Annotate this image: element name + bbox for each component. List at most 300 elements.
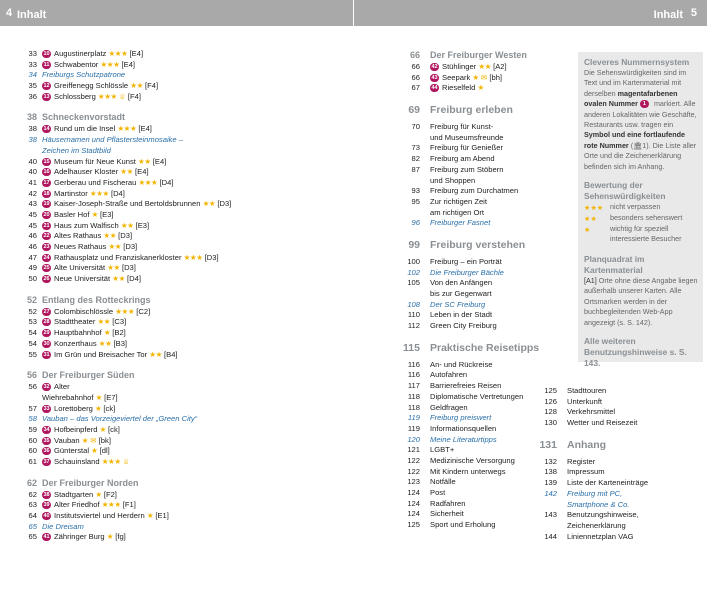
- entry-label: Benutzungshinweise,: [567, 510, 639, 520]
- sight-number-badge: 22: [43, 233, 50, 240]
- sidebar-text-part: Die Sehenswürdigkeiten sind im Text und im Kartenmaterial mit derselben: [584, 68, 687, 98]
- rating-stars: ★: [146, 511, 154, 521]
- entry-text: [42, 511, 169, 522]
- entry-label: Rathausplatz und Franziskanerkloster: [54, 252, 182, 262]
- map-grid-reference: [E3]: [135, 220, 150, 230]
- entry-text: [42, 500, 136, 511]
- legend-row: [584, 202, 698, 213]
- sight-row: [20, 446, 260, 457]
- entry-text: [42, 49, 143, 60]
- sidebar-heading-numbering: Cleveres Nummernsystem: [584, 57, 690, 67]
- page-number: 43: [28, 199, 37, 209]
- sidebar-heading-rating: Bewertung der Sehenswürdigkeiten: [584, 180, 666, 202]
- chapter-heading: [527, 437, 687, 453]
- page-number: 60: [28, 435, 37, 445]
- toc-row: [390, 289, 540, 300]
- toc-row: [527, 407, 687, 418]
- sight-row: [20, 532, 260, 543]
- map-grid-reference: [F2]: [103, 489, 117, 499]
- entry-label: Schauinsland: [54, 457, 100, 466]
- legend-text: wichtig für speziell interessierte Besucher: [610, 224, 682, 244]
- rating-stars: ★★★: [101, 457, 121, 466]
- legend-text: besonders sehenswert: [610, 213, 683, 223]
- page-number: 99: [408, 238, 420, 251]
- map-grid-reference: [E4]: [152, 156, 167, 166]
- sight-number-badge: 21: [43, 222, 50, 229]
- map-grid-reference: [D4]: [127, 274, 141, 284]
- sight-number-badge: 16: [43, 169, 50, 176]
- entry-label: Stühlinger: [442, 62, 477, 71]
- entry-label: Zur richtigen Zeit: [430, 196, 487, 206]
- section-heading: [20, 476, 260, 490]
- page-number: 105: [407, 278, 420, 288]
- sight-number-badge: 25: [43, 265, 50, 272]
- section-heading: [20, 293, 260, 307]
- page-number: 112: [407, 321, 420, 331]
- entry-label: Schlossberg: [54, 91, 96, 101]
- page-number: 42: [28, 188, 37, 198]
- toc-row: [527, 457, 687, 468]
- sight-number-badge: 36: [43, 448, 50, 455]
- entry-label: Notfälle: [430, 477, 456, 487]
- sight-number-badge: 18: [43, 190, 50, 197]
- entry-text: [42, 60, 135, 71]
- map-grid-reference: [D3]: [123, 242, 138, 251]
- toc-row: [390, 310, 540, 321]
- entry-label: Seepark: [442, 72, 471, 82]
- entry-text: [430, 268, 504, 279]
- rating-stars: ★: [103, 328, 111, 338]
- rating-stars: ★: [99, 424, 106, 434]
- entry-label: Die Freiburger Bächle: [430, 267, 504, 277]
- entry-text: [567, 467, 605, 478]
- entry-label: Museum für Neue Kunst: [54, 156, 136, 166]
- entry-label: Post: [430, 488, 446, 497]
- page-number: 53: [28, 317, 37, 327]
- map-grid-reference: [D3]: [121, 263, 136, 273]
- page-number: 38: [28, 135, 37, 145]
- sight-row: [20, 307, 260, 318]
- toc-row: [527, 418, 687, 429]
- feature-icon: ♕: [122, 457, 130, 466]
- page-number: 57: [28, 403, 37, 413]
- sight-row: [20, 199, 260, 210]
- toc-row: [390, 467, 540, 478]
- sight-row: [20, 221, 260, 232]
- entry-text: [567, 478, 648, 489]
- sight-number-badge: 39: [43, 502, 50, 509]
- entry-label: Meine Literaturtipps: [430, 434, 497, 444]
- entry-text: [567, 489, 622, 500]
- chapter-title: Praktische Reisetipps: [430, 341, 540, 354]
- sight-number-badge: 19: [43, 201, 50, 208]
- sight-row: [20, 393, 260, 404]
- toc-row: [390, 403, 540, 414]
- toc-feature-row: [390, 300, 540, 311]
- spacer: [390, 229, 540, 237]
- entry-text: [42, 522, 84, 533]
- page-number: 122: [407, 466, 420, 476]
- rating-stars: ★: [81, 435, 89, 445]
- rating-stars: ★★: [97, 317, 111, 327]
- page-number: 124: [407, 509, 420, 519]
- page-number: 46: [28, 242, 37, 251]
- entry-label: Sport und Erholung: [430, 520, 496, 530]
- entry-text: [42, 490, 117, 501]
- entry-label: Gerberau und Fischerau: [54, 177, 137, 187]
- map-grid-reference: [D4]: [110, 188, 125, 198]
- entry-text: [430, 165, 503, 176]
- toc-row: [390, 509, 540, 520]
- entry-label: Vauban – das Vorzeigeviertel der „Green City“: [42, 414, 198, 424]
- toc-row: [390, 257, 540, 268]
- entry-text: [430, 467, 506, 478]
- entry-label: Green City Freiburg: [430, 321, 497, 331]
- page-number: 128: [544, 407, 557, 417]
- entry-label: Liniennetzplan VAG: [567, 531, 634, 541]
- entry-label: Liste der Karteneinträge: [567, 478, 649, 488]
- sight-row: [20, 157, 260, 168]
- section-title: Schneckenvorstadt: [42, 112, 126, 123]
- entry-text: [430, 520, 495, 531]
- spacer: [20, 468, 260, 476]
- toc-feature-row: [20, 146, 260, 157]
- rating-stars: ★★★: [138, 177, 158, 187]
- rating-stars: ★★: [584, 214, 597, 224]
- entry-text: [430, 176, 475, 187]
- page-number: 63: [28, 500, 37, 510]
- entry-label: Alter Friedhof: [54, 500, 100, 510]
- page-number: 82: [411, 154, 420, 164]
- entry-label: Rieselfeld: [442, 83, 476, 93]
- entry-label: Freiburg preiswert: [430, 413, 492, 423]
- map-grid-reference: [E4]: [138, 124, 152, 134]
- toc-row: [390, 445, 540, 456]
- map-grid-reference: [B2]: [112, 328, 126, 338]
- rating-stars: ★: [106, 532, 114, 542]
- entry-label: Augustinerplatz: [54, 49, 107, 58]
- sight-number-badge: 17: [43, 179, 50, 186]
- sight-row: [20, 425, 260, 436]
- page-number: 124: [407, 488, 420, 497]
- entry-label: Zeichen im Stadtbild: [42, 145, 111, 155]
- spacer: [390, 332, 540, 340]
- entry-label: Freiburg für Kunst-: [430, 122, 494, 132]
- entry-text: [430, 133, 503, 144]
- rating-stars: ★★: [478, 62, 491, 71]
- sight-row: [20, 317, 260, 328]
- sight-row: [20, 124, 260, 135]
- map-grid-reference: [F4]: [127, 91, 142, 101]
- entry-text: [567, 532, 634, 543]
- rating-stars: ★★: [130, 81, 143, 91]
- page-number: 54: [28, 328, 37, 338]
- info-sidebar: [578, 52, 703, 369]
- entry-text: [42, 81, 158, 92]
- toc-row: [390, 477, 540, 488]
- legend-row: [584, 213, 698, 224]
- toc-feature-row: [527, 500, 687, 511]
- entry-label: Medizinische Versorgung: [430, 455, 515, 465]
- map-grid-reference: [ck]: [103, 403, 116, 413]
- sidebar-text-part: Orte ohne diese Angabe liegen außerhalb unserer Karten. Alle Ortsmarken werden in der buchbegleitenden Web-App angezeigt (s. S. 142).: [584, 276, 698, 327]
- entry-text: [430, 435, 497, 446]
- header-bar-right: [354, 0, 707, 26]
- entry-text: [430, 509, 464, 520]
- page-number: 116: [407, 359, 420, 369]
- map-grid-reference: [E4]: [129, 49, 144, 58]
- entry-label: An- und Rückreise: [430, 359, 493, 369]
- sight-number-badge: 28: [43, 319, 50, 326]
- toc-feature-row: [390, 435, 540, 446]
- rating-stars: ★★: [202, 199, 216, 209]
- sight-number-badge: 35: [43, 437, 50, 444]
- toc-row: [390, 520, 540, 531]
- sight-number-badge: 15: [43, 158, 50, 165]
- entry-label: Smartphone & Co.: [567, 499, 630, 509]
- chapter-title: Freiburg verstehen: [430, 238, 526, 251]
- page-number: 64: [28, 511, 37, 521]
- page-number: 130: [544, 418, 557, 428]
- toc-column-2: [390, 48, 540, 531]
- page-number: 66: [409, 50, 420, 60]
- toc-row: [390, 424, 540, 435]
- entry-text: [42, 317, 126, 328]
- entry-label: Häusernamen und Pflastersteinmosaike –: [42, 135, 183, 145]
- sight-row: [20, 81, 260, 92]
- sight-row: [20, 328, 260, 339]
- entry-label: Lorettoberg: [54, 403, 93, 413]
- sight-number-badge: 26: [43, 276, 50, 283]
- rating-stars: ★: [477, 83, 484, 93]
- page-number: 40: [28, 167, 37, 177]
- entry-text: [430, 499, 465, 510]
- page-number: 122: [407, 455, 420, 465]
- toc-row: [390, 176, 540, 187]
- page-number: 138: [544, 467, 557, 477]
- page-number: 52: [26, 294, 37, 305]
- entry-label: Die Dreisam: [42, 521, 84, 531]
- entry-text: [42, 446, 110, 457]
- section-heading: [20, 368, 260, 382]
- toc-feature-row: [390, 413, 540, 424]
- sight-number-badge: 44: [431, 85, 438, 92]
- entry-text: [430, 83, 484, 94]
- entry-text: [567, 521, 626, 532]
- entry-text: [42, 532, 126, 543]
- sight-row: [20, 263, 260, 274]
- map-grid-reference: [bk]: [98, 435, 111, 445]
- page-number: 100: [407, 256, 420, 266]
- sight-number-badge: 10: [43, 51, 50, 57]
- page-number: 35: [28, 81, 37, 91]
- sidebar-text-numbering: [584, 68, 698, 172]
- spacer: [527, 429, 687, 437]
- chapter-heading: [390, 340, 540, 356]
- sidebar-text-bold: Symbol und eine fortlaufende rote Nummer: [584, 130, 686, 150]
- page-number: 144: [544, 531, 557, 541]
- page-number-left: 4: [6, 7, 13, 19]
- entry-text: [42, 124, 152, 135]
- entry-text: [42, 414, 197, 425]
- sight-number-badge: 37: [43, 459, 50, 465]
- entry-label: Freiburg zum Stöbern: [430, 164, 504, 174]
- sight-row: [20, 350, 260, 361]
- entry-text: [430, 360, 492, 371]
- entry-text: [42, 70, 125, 81]
- sight-number-badge: 1: [640, 100, 649, 108]
- rating-stars: ★: [95, 489, 102, 499]
- rating-stars: ★★: [120, 220, 134, 230]
- entry-text: [430, 143, 503, 154]
- entry-label: Haus zum Walfisch: [54, 220, 119, 230]
- sight-row: [20, 274, 260, 285]
- entry-text: [42, 393, 118, 404]
- feature-icon: ✉: [90, 435, 97, 445]
- entry-text: [42, 242, 137, 253]
- page-number: 123: [407, 477, 420, 487]
- page-number: 124: [407, 498, 420, 508]
- map-grid-reference: [D3]: [204, 252, 219, 262]
- chapter-title: Freiburg erleben: [430, 104, 513, 117]
- map-grid-reference: [E3]: [100, 209, 114, 219]
- page-number: 34: [28, 70, 37, 80]
- entry-label: Adelhauser Kloster: [54, 167, 119, 177]
- entry-text: [430, 403, 468, 414]
- entry-label: Neue Universität: [54, 274, 111, 284]
- legend-row: [584, 224, 698, 246]
- toc-row: [390, 370, 540, 381]
- entry-label: Der SC Freiburg: [430, 299, 486, 309]
- sidebar-text-grid: [584, 276, 698, 328]
- rating-stars: ★★: [138, 156, 151, 166]
- page-number: 116: [407, 370, 420, 380]
- entry-text: [430, 488, 445, 499]
- toc-row: [527, 478, 687, 489]
- entry-text: [42, 167, 149, 178]
- sight-row: [390, 62, 540, 73]
- entry-label: Greiffenegg Schlössle: [54, 81, 129, 91]
- entry-label: Zeichenerklärung: [567, 520, 626, 530]
- rating-stars: ★: [472, 72, 479, 82]
- entry-label: Sicherheit: [430, 509, 464, 519]
- spacer: [20, 360, 260, 368]
- sight-row: [20, 500, 260, 511]
- rating-stars: ★: [94, 403, 102, 413]
- sight-number-badge: 42: [431, 64, 438, 70]
- page-number: 36: [28, 91, 37, 101]
- entry-label: Neues Rathaus: [54, 242, 107, 251]
- sight-number-badge: 23: [43, 244, 50, 250]
- toc-row: [390, 392, 540, 403]
- sight-number-badge: 38: [43, 491, 50, 498]
- page-number: 60: [28, 446, 37, 456]
- toc-row: [390, 499, 540, 510]
- page-number: 56: [26, 370, 37, 381]
- rating-stars: ★★★: [89, 188, 109, 198]
- page-number: 70: [411, 122, 420, 132]
- entry-label: Leben in der Stadt: [430, 310, 493, 320]
- entry-label: Informationsquellen: [430, 423, 497, 433]
- rating-stars: ★: [91, 446, 98, 456]
- entry-text: [42, 263, 136, 274]
- page-number: 38: [26, 112, 37, 123]
- sight-number-badge: 40: [43, 513, 50, 520]
- entry-text: [42, 425, 120, 436]
- entry-text: [430, 186, 518, 197]
- entry-text: [42, 328, 126, 339]
- toc-row: [527, 397, 687, 408]
- entry-label: Freiburg – ein Porträt: [430, 256, 502, 266]
- entry-label: LGBT+: [430, 445, 455, 455]
- rating-stars: ★★★: [584, 203, 604, 213]
- entry-text: [42, 457, 130, 468]
- toc-feature-row: [390, 268, 540, 279]
- rating-stars: ★★: [107, 263, 120, 273]
- toc-row: [390, 381, 540, 392]
- toc-row: [390, 154, 540, 165]
- toc-row: [390, 143, 540, 154]
- toc-row: [390, 321, 540, 332]
- spacer: [20, 102, 260, 110]
- entry-text: [42, 199, 231, 210]
- entry-text: [430, 73, 502, 84]
- page-number: 65: [28, 521, 37, 531]
- grid-code-example: [A1]: [584, 276, 597, 286]
- page-number: 54: [28, 338, 37, 348]
- sight-number-badge: 31: [43, 351, 50, 358]
- entry-text: [430, 300, 485, 311]
- entry-label: Mit Kindern unterwegs: [430, 466, 506, 476]
- entry-label: Rund um die Insel: [54, 124, 116, 134]
- entry-label: Freiburg für Genießer: [430, 143, 504, 153]
- entry-text: [42, 307, 150, 318]
- rating-stars: ★★★: [100, 59, 120, 69]
- entry-text: [42, 92, 141, 103]
- entry-label: Von den Anfängen: [430, 278, 493, 288]
- chapter-title: Anhang: [567, 438, 607, 451]
- entry-label: Im Grün und Breisacher Tor: [54, 349, 148, 359]
- entry-text: [430, 381, 501, 392]
- toc-row: [527, 510, 687, 521]
- spacer: [390, 94, 540, 102]
- page-number: 62: [26, 477, 37, 488]
- entry-text: [42, 210, 114, 221]
- entry-label: am richtigen Ort: [430, 207, 485, 217]
- sight-number-badge: 20: [43, 211, 50, 218]
- entry-label: Kaiser-Joseph-Straße und Bertoldsbrunnen: [54, 199, 201, 209]
- entry-text: [430, 321, 497, 332]
- page-number: 50: [28, 274, 37, 284]
- entry-text: [42, 436, 111, 447]
- toc-row: [390, 122, 540, 133]
- sight-row: [390, 83, 540, 94]
- entry-label: Impressum: [567, 467, 605, 477]
- entry-text: [42, 231, 132, 242]
- entry-label: bis zur Gegenwart: [430, 289, 492, 298]
- entry-text: [42, 274, 141, 285]
- toc-feature-row: [20, 70, 260, 81]
- page-number: 67: [411, 83, 420, 93]
- map-grid-reference: [F1]: [122, 500, 136, 510]
- entry-text: [42, 189, 125, 200]
- sight-row: [20, 457, 260, 468]
- sight-row: [20, 49, 260, 60]
- sight-row: [20, 210, 260, 221]
- page-number: 118: [407, 391, 420, 401]
- entry-text: [567, 418, 637, 429]
- sight-row: [20, 60, 260, 71]
